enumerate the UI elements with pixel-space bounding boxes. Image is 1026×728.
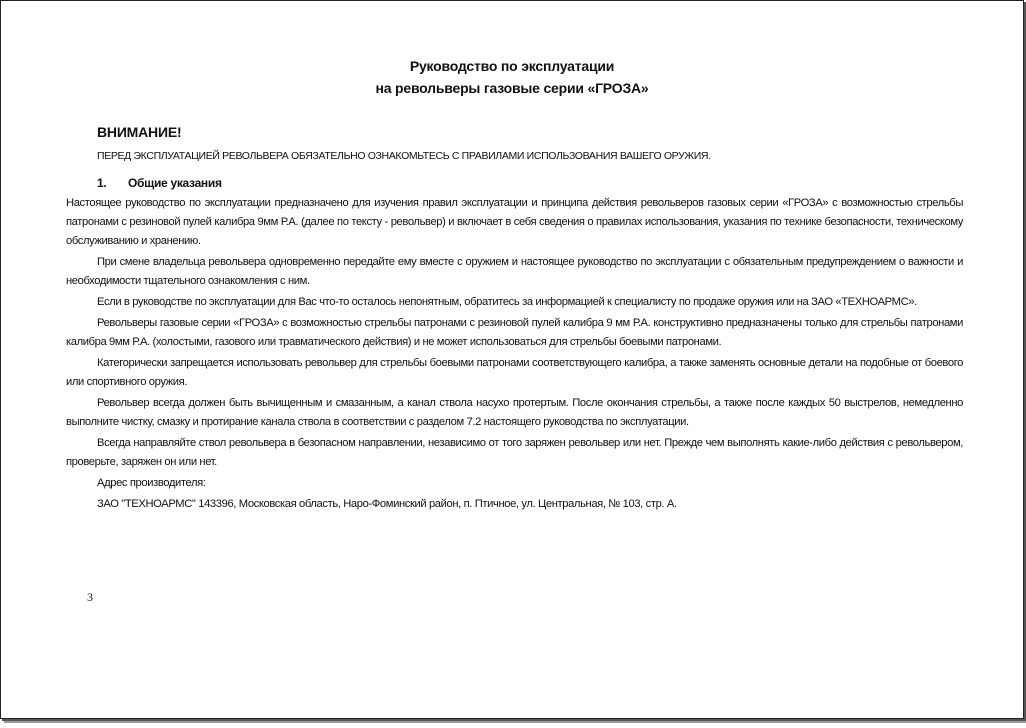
warning-text: ПЕРЕД ЭКСПЛУАТАЦИЕЙ РЕВОЛЬВЕРА ОБЯЗАТЕЛЬНО ОЗНАКОМЬТЕСЬ С ПРАВИЛАМИ ИСПОЛЬЗОВАНИЯ ВАШЕГО ОРУЖИЯ. xyxy=(97,150,711,162)
title-line-1: Руководство по эксплуатации xyxy=(409,58,615,74)
paragraph-text: Всегда направляйте ствол револьвера в безопасном направлении, независимо от того заряжен револьвер или нет. Прежде чем выполнять какие-либо действия с револьвером, проверьте, заряжен он или нет. xyxy=(66,437,963,468)
section-number: 1. xyxy=(97,176,107,190)
paragraph-prohibition xyxy=(66,354,963,392)
paragraph-safety-direction xyxy=(66,434,963,472)
paragraph-questions xyxy=(66,293,963,312)
document-title xyxy=(1,55,1023,99)
paragraph-owner-change xyxy=(66,253,963,291)
document-body xyxy=(66,122,963,514)
address-label: Адрес производителя: xyxy=(97,477,206,489)
paragraph-purpose xyxy=(66,314,963,352)
paragraph-intro xyxy=(66,194,963,251)
paragraph-text: Настоящее руководство по эксплуатации предназначено для изучения правил эксплуатации и принципа действия револьверов газовых серии «ГРОЗА» с возможностью стрельбы патронами с резиновой пулей калибра 9мм Р.А. (далее по тексту - револьвер) и включает в себя сведения о правилах использования, указания по технике безопасности, техническому обслуживанию и хранению. xyxy=(66,197,963,247)
paragraph-text: Револьверы газовые серии «ГРОЗА» с возможностью стрельбы патронами с резиновой пулей калибра 9 мм Р.А. конструктивно предназначены только для стрельбы патронами калибра 9мм Р.А. (холостыми, газового или травматического действия) и не может использоваться для стрельбы боевыми патронами. xyxy=(66,317,963,348)
warning-heading: ВНИМАНИЕ! xyxy=(97,124,182,140)
paragraph-text: Револьвер всегда должен быть вычищенным и смазанным, а канал ствола насухо протертым. После окончания стрельбы, а также после каждых 50 выстрелов, немедленно выполните чистку, смазку и протирание канала ствола в соответствии с разделом 7.2 настоящего руководства по эксплуатации. xyxy=(66,397,963,428)
paragraph-text: Если в руководстве по эксплуатации для Вас что-то осталось непонятным, обратитесь за информацией к специалисту по продаже оружия или на ЗАО «ТЕХНОАРМС». xyxy=(97,296,917,308)
address-text: ЗАО "ТЕХНОАРМС" 143396, Московская область, Наро-Фоминский район, п. Птичное, ул. Центральная, № 103, стр. А. xyxy=(97,498,677,510)
paragraph-cleaning xyxy=(66,394,963,432)
paragraph-text: Категорически запрещается использовать револьвер для стрельбы боевыми патронами соответствующего калибра, а также заменять основные детали на подобные от боевого или спортивного оружия. xyxy=(66,357,963,388)
section-heading xyxy=(97,175,963,191)
page-number: 3 xyxy=(87,590,93,604)
paragraph-text: При смене владельца револьвера одновременно передайте ему вместе с оружием и настоящее руководство по эксплуатации с обязательным предупреждением о важности и необходимости тщательного ознакомления с ним. xyxy=(66,256,963,287)
title-line-2: на револьверы газовые серии «ГРОЗА» xyxy=(375,80,649,96)
section-title: Общие указания xyxy=(128,176,222,190)
